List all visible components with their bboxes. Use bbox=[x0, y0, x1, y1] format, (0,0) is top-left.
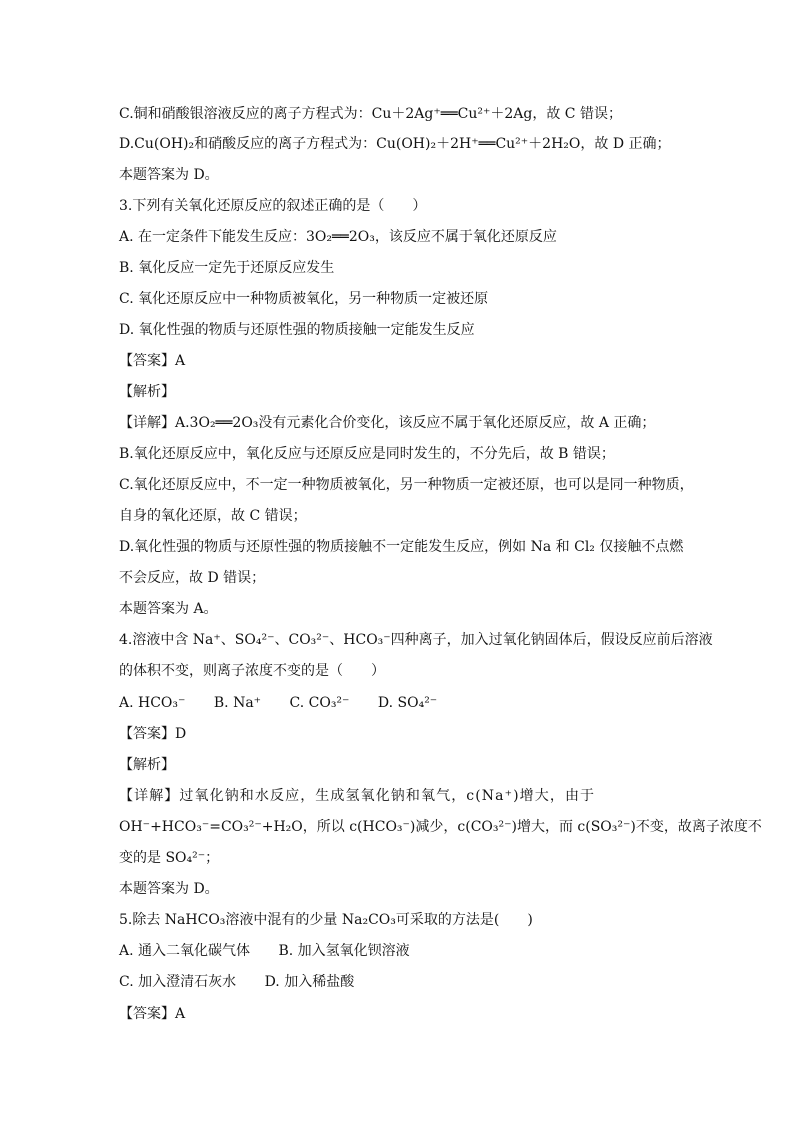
text-line: 不会反应，故 D 错误； bbox=[119, 570, 266, 586]
question-4-options bbox=[119, 693, 437, 713]
question-5-stem: 5.除去 NaHCO₃溶液中混有的少量 Na₂CO₃可采取的方法是( ) bbox=[119, 912, 533, 928]
question-3-option-d: D. 氧化性强的物质与还原性强的物质接触一定能发生反应 bbox=[119, 322, 475, 338]
analysis-label: 【解析】 bbox=[119, 757, 175, 773]
text-line: 自身的氧化还原，故 C 错误； bbox=[119, 508, 307, 524]
text-line: D.氧化性强的物质与还原性强的物质接触不一定能发生反应，例如 Na 和 Cl₂ 仅接触不点燃 bbox=[119, 539, 684, 555]
text-line: 本题答案为 A。 bbox=[119, 601, 218, 617]
q5-option-b: B. 加入氢氧化钡溶液 bbox=[278, 943, 410, 959]
answer-label: 【答案】A bbox=[119, 1006, 186, 1022]
text-line: 本题答案为 D。 bbox=[119, 167, 219, 183]
question-4-stem: 4.溶液中含 Na⁺、SO₄²⁻、CO₃²⁻、HCO₃⁻四种离子，加入过氧化钠固体后，假设反应前后溶液 bbox=[119, 632, 713, 648]
text-line: C.铜和硝酸银溶液反应的离子方程式为：Cu＋2Ag⁺══Cu²⁺＋2Ag，故 C 错误； bbox=[119, 106, 622, 122]
text-line: 本题答案为 D。 bbox=[119, 881, 219, 897]
answer-label: 【答案】A bbox=[119, 353, 186, 369]
analysis-label: 【解析】 bbox=[119, 384, 175, 400]
q4-option-c: C. CO₃²⁻ bbox=[289, 695, 350, 711]
text-line: D.Cu(OH)₂和硝酸反应的离子方程式为：Cu(OH)₂＋2H⁺══Cu²⁺＋2H₂O，故 D 正确； bbox=[119, 136, 671, 152]
answer-label: 【答案】D bbox=[119, 726, 187, 742]
text-line: C.氧化还原反应中，不一定一种物质被氧化，另一种物质一定被还原，也可以是同一种物质， bbox=[119, 477, 694, 493]
q5-option-c: C. 加入澄清石灰水 bbox=[119, 974, 237, 990]
q4-option-b: B. Na⁺ bbox=[213, 695, 262, 711]
question-5-options-row2 bbox=[119, 972, 354, 992]
text-line: 变的是 SO₄²⁻； bbox=[119, 850, 220, 866]
question-4-stem-cont: 的体积不变，则离子浓度不变的是（ ） bbox=[119, 663, 385, 679]
text-line: B.氧化还原反应中，氧化反应与还原反应是同时发生的，不分先后，故 B 错误； bbox=[119, 446, 615, 462]
q5-option-d: D. 加入稀盐酸 bbox=[264, 974, 355, 990]
question-3-option-b: B. 氧化反应一定先于还原反应发生 bbox=[119, 260, 335, 276]
text-line: OH⁻+HCO₃⁻=CO₃²⁻+H₂O，所以 c(HCO₃⁻)减少，c(CO₃²⁻)增大，而 c(SO₃²⁻)不变，故离子浓度不 bbox=[119, 819, 762, 835]
q5-option-a: A. 通入二氧化碳气体 bbox=[119, 943, 251, 959]
question-3-option-c: C. 氧化还原反应中一种物质被氧化，另一种物质一定被还原 bbox=[119, 291, 489, 307]
q4-option-d: D. SO₄²⁻ bbox=[377, 695, 438, 711]
q4-option-a: A. HCO₃⁻ bbox=[119, 695, 186, 711]
question-3-option-a: A. 在一定条件下能发生反应：3O₂══2O₃，该反应不属于氧化还原反应 bbox=[119, 229, 557, 245]
text-line: 【详解】过氧化钠和水反应，生成氢氧化钠和氧气，c(Na⁺)增大，由于 bbox=[119, 788, 596, 804]
question-5-options-row1 bbox=[119, 941, 410, 961]
text-line: 【详解】A.3O₂══2O₃没有元素化合价变化，该反应不属于氧化还原反应，故 A 正确； bbox=[119, 415, 656, 431]
question-3-stem: 3.下列有关氧化还原反应的叙述正确的是（ ） bbox=[119, 198, 427, 214]
